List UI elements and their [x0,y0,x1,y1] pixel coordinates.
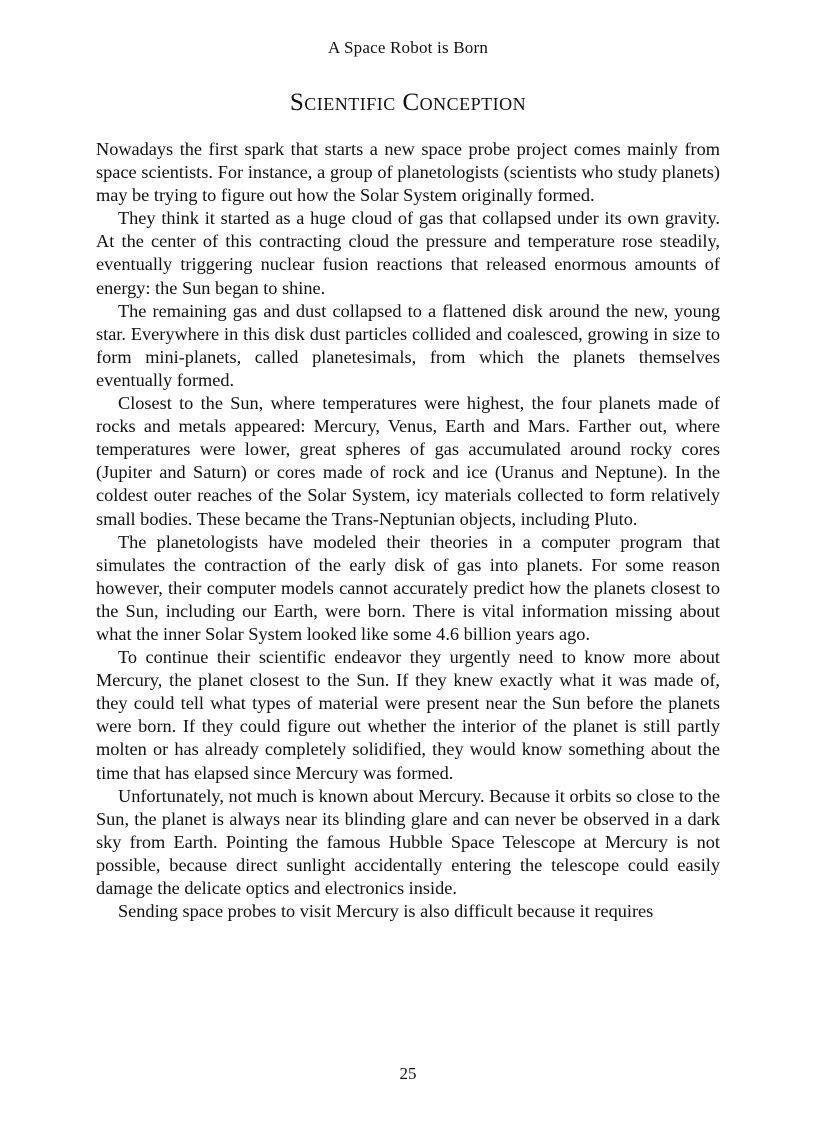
paragraph: To continue their scientific endeavor they urgently need to know more about Mercury, the planet closest to the Sun. If they knew exactly what it was made of, they could tell what types of material were present near the Sun before the planets were born. If they could figure out whether the interior of the planet is still partly molten or has already completely solidified, they would know something about the time that has elapsed since Mercury was formed. [96,647,720,783]
body-text [96,138,720,923]
paragraph: They think it started as a huge cloud of gas that collapsed under its own gravity. At the center of this contracting cloud the pressure and temperature rose steadily, eventually triggering nuclear fusion reactions that released enormous amounts of energy: the Sun began to shine. [96,208,720,298]
paragraph: The planetologists have modeled their theories in a computer program that simulates the contraction of the early disk of gas into planets. For some reason however, their computer models cannot accurately predict how the planets closest to the Sun, including our Earth, were born. There is vital information missing about what the inner Solar System looked like some 4.6 billion years ago. [96,531,720,644]
section-title: Scientific Conception [289,89,527,116]
paragraph: Unfortunately, not much is known about Mercury. Because it orbits so close to the Sun, the planet is always near its blinding glare and can never be observed in a dark sky from Earth. Pointing the famous Hubble Space Telescope at Mercury is not possible, because direct sunlight accidentally entering the telescope could easily damage the delicate optics and electronics inside. [96,785,720,898]
page-number: 25 [399,1064,417,1083]
running-head: A Space Robot is Born [327,38,489,57]
paragraph: Sending space probes to visit Mercury is also difficult because it requires [118,901,654,922]
paragraph: Closest to the Sun, where temperatures were highest, the four planets made of rocks and metals appeared: Mercury, Venus, Earth and Mars. Farther out, where temperatures were lower, great spheres of gas accumulated around rocky cores (Jupiter and Saturn) or cores made of rock and ice (Uranus and Neptune). In the coldest outer reaches of the Solar System, icy materials collected to form relatively small bodies. These became the Trans-Neptunian objects, including Pluto. [96,393,720,529]
paragraph: Nowadays the first spark that starts a new space probe project comes mainly from space scientists. For instance, a group of planetologists (scientists who study planets) may be trying to figure out how the Solar System originally formed. [96,139,720,206]
paragraph: The remaining gas and dust collapsed to a flattened disk around the new, young star. Everywhere in this disk dust particles collided and coalesced, growing in size to form mini-planets, called planetesimals, from which the planets themselves eventually formed. [96,300,720,390]
